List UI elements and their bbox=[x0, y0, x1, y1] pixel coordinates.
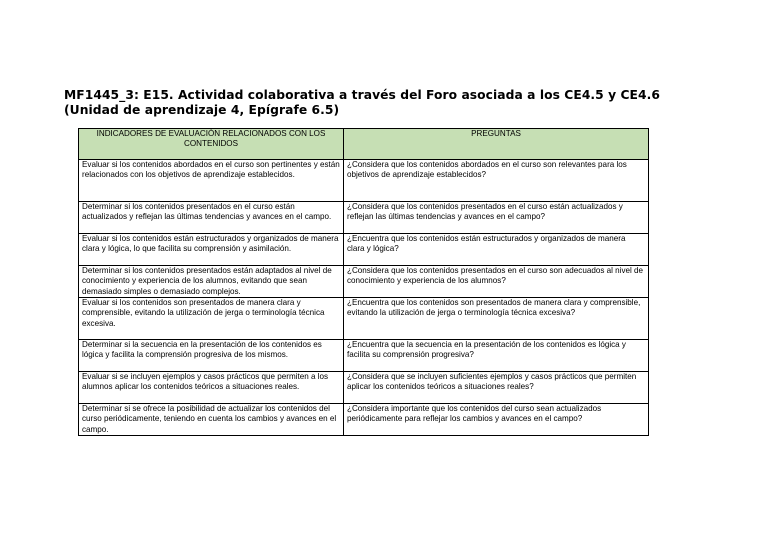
table-header-row bbox=[79, 129, 649, 160]
question-cell: ¿Considera que los contenidos presentados en el curso están actualizados y reflejan las últimas tendencias y avances en el campo? bbox=[344, 202, 649, 234]
table-row bbox=[79, 202, 649, 234]
question-cell: ¿Encuentra que la secuencia en la presentación de los contenidos es lógica y facilita su comprensión progresiva? bbox=[344, 340, 649, 372]
table-row bbox=[79, 298, 649, 340]
table-row bbox=[79, 234, 649, 266]
table-row bbox=[79, 160, 649, 202]
question-cell: ¿Encuentra que los contenidos son presentados de manera clara y comprensible, evitando la utilización de jerga o terminología técnica excesiva? bbox=[344, 298, 649, 340]
indicator-cell: Evaluar si los contenidos están estructurados y organizados de manera clara y lógica, lo que facilita su comprensión y asimilación. bbox=[79, 234, 344, 266]
table-row bbox=[79, 372, 649, 404]
indicator-cell: Evaluar si los contenidos son presentados de manera clara y comprensible, evitando la utilización de jerga o terminología técnica excesiva. bbox=[79, 298, 344, 340]
question-cell: ¿Considera que los contenidos abordados en el curso son relevantes para los objetivos de aprendizaje establecidos? bbox=[344, 160, 649, 202]
table-row bbox=[79, 404, 649, 436]
indicator-cell: Evaluar si los contenidos abordados en el curso son pertinentes y están relacionados con los objetivos de aprendizaje establecidos. bbox=[79, 160, 344, 202]
indicator-cell: Determinar si los contenidos presentados en el curso están actualizados y reflejan las últimas tendencias y avances en el campo. bbox=[79, 202, 344, 234]
document-title: MF1445_3: E15. Actividad colaborativa a través del Foro asociada a los CE4.5 y CE4.6 (Unidad de aprendizaje 4, Epígrafe 6.5) bbox=[64, 88, 660, 117]
question-cell: ¿Considera que se incluyen suficientes ejemplos y casos prácticos que permiten aplicar los contenidos teóricos a situaciones reales? bbox=[344, 372, 649, 404]
header-preguntas: PREGUNTAS bbox=[344, 129, 649, 160]
indicator-cell: Determinar si se ofrece la posibilidad de actualizar los contenidos del curso periódicamente, teniendo en cuenta los cambios y avances en el campo. bbox=[79, 404, 344, 436]
indicator-cell: Evaluar si se incluyen ejemplos y casos prácticos que permiten a los alumnos aplicar los contenidos teóricos a situaciones reales. bbox=[79, 372, 344, 404]
question-cell: ¿Encuentra que los contenidos están estructurados y organizados de manera clara y lógica? bbox=[344, 234, 649, 266]
indicator-cell: Determinar si la secuencia en la presentación de los contenidos es lógica y facilita la comprensión progresiva de los mismos. bbox=[79, 340, 344, 372]
table-row bbox=[79, 340, 649, 372]
table-row bbox=[79, 266, 649, 298]
header-indicadores: INDICADORES DE EVALUACIÓN RELACIONADOS CON LOS CONTENIDOS bbox=[79, 129, 344, 160]
question-cell: ¿Considera que los contenidos presentados en el curso son adecuados al nivel de conocimiento y experiencia de los alumnos? bbox=[344, 266, 649, 298]
evaluation-table bbox=[78, 128, 649, 436]
indicator-cell: Determinar si los contenidos presentados están adaptados al nivel de conocimiento y experiencia de los alumnos, evitando que sean demasiado simples o demasiado complejos. bbox=[79, 266, 344, 298]
question-cell: ¿Considera importante que los contenidos del curso sean actualizados periódicamente para reflejar los cambios y avances en el campo? bbox=[344, 404, 649, 436]
